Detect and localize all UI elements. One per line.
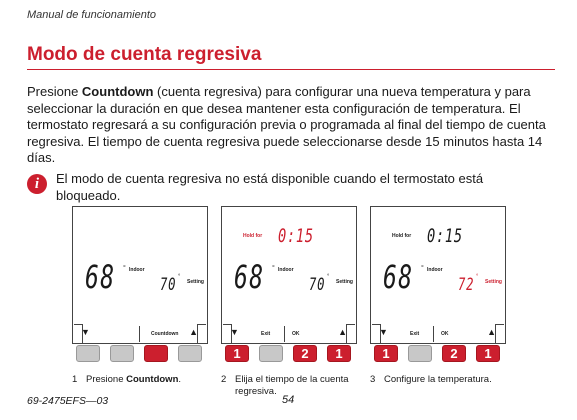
divider bbox=[433, 326, 434, 342]
indoor-temperature: 68 bbox=[85, 258, 116, 296]
screen-button-row bbox=[222, 324, 356, 344]
degree-symbol: ° bbox=[327, 274, 330, 280]
indoor-temperature: 68 bbox=[383, 258, 414, 296]
hardware-key[interactable] bbox=[110, 345, 134, 362]
chevron-down-icon[interactable]: ▼ bbox=[230, 327, 239, 337]
thermostat-screen-1 bbox=[72, 206, 208, 344]
note-text: El modo de cuenta regresiva no está disponible cuando el termostato está bloqueado. bbox=[56, 171, 484, 203]
hardware-key-pressed[interactable] bbox=[144, 345, 168, 362]
document-code: 69-2475EFS—03 bbox=[27, 395, 109, 407]
exit-button[interactable]: Exit bbox=[410, 331, 420, 337]
title-rule bbox=[27, 69, 555, 70]
button-bracket bbox=[197, 324, 206, 344]
chevron-up-icon[interactable]: ▲ bbox=[189, 327, 198, 337]
hold-for-label: Hold for bbox=[392, 233, 412, 239]
ok-button[interactable]: OK bbox=[292, 331, 300, 337]
setting-temperature: 72 bbox=[458, 275, 475, 295]
setting-label: Setting bbox=[336, 279, 353, 285]
step-badge-1[interactable]: 1 bbox=[476, 345, 500, 362]
caption-2: 2 Elija el tiempo de la cuenta regresiva. bbox=[221, 374, 349, 397]
step-badge-2[interactable]: 2 bbox=[293, 345, 317, 362]
caption-1: 1 Presione Countdown. bbox=[72, 374, 182, 385]
setting-temperature: 70 bbox=[160, 275, 177, 295]
running-header: Manual de funcionamiento bbox=[27, 9, 157, 21]
degree-symbol: ° bbox=[476, 274, 479, 280]
screen-button-row bbox=[73, 324, 207, 344]
hardware-key[interactable] bbox=[259, 345, 283, 362]
info-icon: i bbox=[27, 174, 47, 194]
hardware-key[interactable] bbox=[178, 345, 202, 362]
degree-symbol: ° bbox=[421, 265, 424, 272]
step-badge-1[interactable]: 1 bbox=[225, 345, 249, 362]
divider bbox=[139, 326, 140, 342]
setting-label: Setting bbox=[485, 279, 502, 285]
countdown-button[interactable]: Countdown bbox=[151, 331, 179, 337]
exit-button[interactable]: Exit bbox=[261, 331, 271, 337]
ok-button[interactable]: OK bbox=[441, 331, 449, 337]
page-number: 54 bbox=[282, 394, 295, 406]
degree-symbol: ° bbox=[123, 265, 126, 272]
indoor-label: Indoor bbox=[427, 267, 443, 273]
indoor-temperature: 68 bbox=[234, 258, 265, 296]
thermostat-screen-2 bbox=[221, 206, 357, 344]
hardware-key[interactable] bbox=[408, 345, 432, 362]
hold-time: 0:15 bbox=[427, 225, 463, 247]
thermostat-screen-3 bbox=[370, 206, 506, 344]
degree-symbol: ° bbox=[178, 274, 181, 280]
chevron-up-icon[interactable]: ▲ bbox=[487, 327, 496, 337]
section-title: Modo de cuenta regresiva bbox=[27, 44, 262, 65]
step-badge-1[interactable]: 1 bbox=[327, 345, 351, 362]
intro-paragraph: Presione Countdown (cuenta regresiva) para configurar una nueva temperatura y para seleccionar la duración en que desea mantener esta configuración de temperatura. El termostato regresará a su configuración previa o programada al final del tiempo de cuenta regresiva. El tiempo de cuenta regresiva puede seleccionarse desde 15 minutos hasta 14 días. bbox=[27, 84, 546, 165]
screen-button-row bbox=[371, 324, 505, 344]
setting-temperature: 70 bbox=[309, 275, 326, 295]
setting-label: Setting bbox=[187, 279, 204, 285]
divider bbox=[284, 326, 285, 342]
hold-for-label: Hold for bbox=[243, 233, 263, 239]
step-badge-2[interactable]: 2 bbox=[442, 345, 466, 362]
chevron-down-icon[interactable]: ▼ bbox=[379, 327, 388, 337]
caption-3: 3 Configure la temperatura. bbox=[370, 374, 492, 385]
hold-time: 0:15 bbox=[278, 225, 314, 247]
chevron-down-icon[interactable]: ▼ bbox=[81, 327, 90, 337]
chevron-up-icon[interactable]: ▲ bbox=[338, 327, 347, 337]
button-bracket bbox=[495, 324, 504, 344]
indoor-label: Indoor bbox=[278, 267, 294, 273]
indoor-label: Indoor bbox=[129, 267, 145, 273]
degree-symbol: ° bbox=[272, 265, 275, 272]
hardware-key[interactable] bbox=[76, 345, 100, 362]
step-badge-1[interactable]: 1 bbox=[374, 345, 398, 362]
button-bracket bbox=[346, 324, 355, 344]
